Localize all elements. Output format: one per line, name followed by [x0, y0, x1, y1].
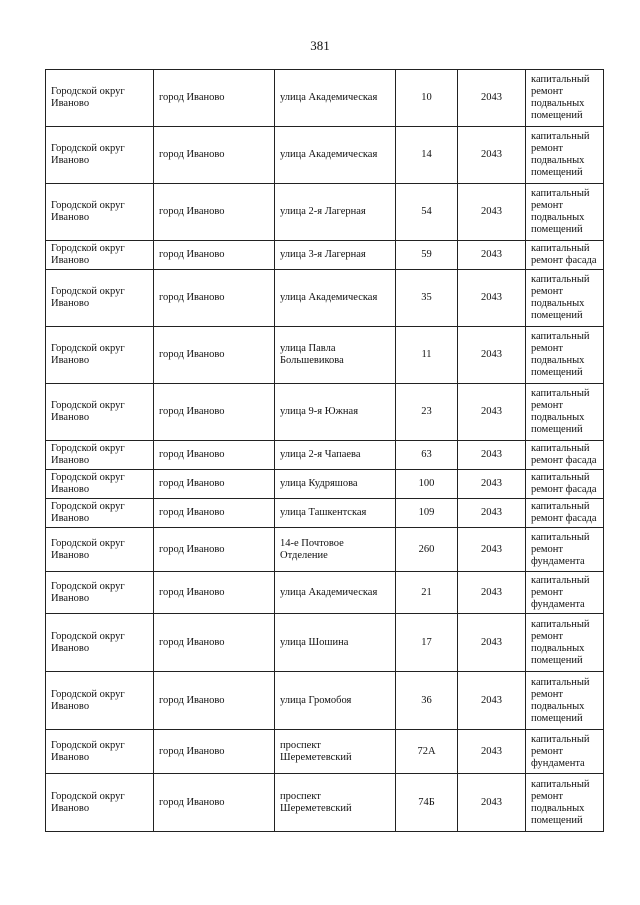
cell-year: 2043	[458, 384, 526, 441]
table-row	[46, 499, 604, 528]
cell-year: 2043	[458, 528, 526, 572]
cell-house: 11	[396, 327, 458, 384]
table-row	[46, 730, 604, 774]
cell-street: улица 2-я Чапаева	[275, 441, 396, 470]
table-row	[46, 441, 604, 470]
cell-okrug: Городской округ Иваново	[46, 241, 154, 270]
cell-work: капитальный ремонт фундамента	[526, 572, 604, 614]
cell-work: капитальный ремонт подвальных помещений	[526, 270, 604, 327]
cell-okrug: Городской округ Иваново	[46, 730, 154, 774]
cell-city: город Иваново	[154, 70, 275, 127]
cell-year: 2043	[458, 127, 526, 184]
cell-city: город Иваново	[154, 614, 275, 672]
cell-city: город Иваново	[154, 470, 275, 499]
cell-house: 23	[396, 384, 458, 441]
cell-okrug: Городской округ Иваново	[46, 528, 154, 572]
cell-city: город Иваново	[154, 327, 275, 384]
cell-okrug: Городской округ Иваново	[46, 70, 154, 127]
cell-okrug: Городской округ Иваново	[46, 384, 154, 441]
cell-year: 2043	[458, 470, 526, 499]
cell-work: капитальный ремонт фасада	[526, 441, 604, 470]
cell-year: 2043	[458, 70, 526, 127]
cell-work: капитальный ремонт подвальных помещений	[526, 384, 604, 441]
cell-city: город Иваново	[154, 184, 275, 241]
cell-street: улица Громобоя	[275, 672, 396, 730]
cell-street: улица Академическая	[275, 270, 396, 327]
cell-city: город Иваново	[154, 441, 275, 470]
cell-okrug: Городской округ Иваново	[46, 572, 154, 614]
table-row	[46, 241, 604, 270]
cell-house: 21	[396, 572, 458, 614]
cell-year: 2043	[458, 241, 526, 270]
cell-house: 36	[396, 672, 458, 730]
cell-street: 14-е Почтовое Отделение	[275, 528, 396, 572]
cell-work: капитальный ремонт подвальных помещений	[526, 774, 604, 832]
table-row	[46, 528, 604, 572]
cell-house: 17	[396, 614, 458, 672]
cell-street: улица Академическая	[275, 572, 396, 614]
page-number: 381	[310, 38, 330, 53]
table-row	[46, 470, 604, 499]
cell-okrug: Городской округ Иваново	[46, 127, 154, 184]
cell-city: город Иваново	[154, 127, 275, 184]
cell-okrug: Городской округ Иваново	[46, 327, 154, 384]
cell-city: город Иваново	[154, 270, 275, 327]
cell-city: город Иваново	[154, 774, 275, 832]
table-row	[46, 774, 604, 832]
cell-street: проспект Шереметевский	[275, 774, 396, 832]
housing-repair-table	[45, 69, 604, 832]
cell-year: 2043	[458, 774, 526, 832]
table-row	[46, 127, 604, 184]
table-body	[46, 70, 604, 832]
cell-year: 2043	[458, 184, 526, 241]
cell-house: 59	[396, 241, 458, 270]
table-row	[46, 672, 604, 730]
cell-city: город Иваново	[154, 384, 275, 441]
cell-okrug: Городской округ Иваново	[46, 470, 154, 499]
cell-street: улица Академическая	[275, 70, 396, 127]
cell-year: 2043	[458, 327, 526, 384]
cell-work: капитальный ремонт подвальных помещений	[526, 327, 604, 384]
cell-okrug: Городской округ Иваново	[46, 774, 154, 832]
cell-house: 109	[396, 499, 458, 528]
cell-work: капитальный ремонт подвальных помещений	[526, 184, 604, 241]
cell-work: капитальный ремонт подвальных помещений	[526, 70, 604, 127]
cell-street: улица Академическая	[275, 127, 396, 184]
table-row	[46, 614, 604, 672]
table-row	[46, 572, 604, 614]
table-row	[46, 327, 604, 384]
cell-okrug: Городской округ Иваново	[46, 614, 154, 672]
cell-work: капитальный ремонт подвальных помещений	[526, 614, 604, 672]
cell-house: 74Б	[396, 774, 458, 832]
cell-street: улица Кудряшова	[275, 470, 396, 499]
cell-year: 2043	[458, 572, 526, 614]
cell-house: 63	[396, 441, 458, 470]
cell-work: капитальный ремонт фасада	[526, 470, 604, 499]
cell-house: 72А	[396, 730, 458, 774]
cell-year: 2043	[458, 730, 526, 774]
cell-year: 2043	[458, 614, 526, 672]
cell-city: город Иваново	[154, 241, 275, 270]
cell-year: 2043	[458, 499, 526, 528]
cell-city: город Иваново	[154, 730, 275, 774]
cell-okrug: Городской округ Иваново	[46, 270, 154, 327]
cell-street: улица 3-я Лагерная	[275, 241, 396, 270]
cell-street: улица 9-я Южная	[275, 384, 396, 441]
cell-year: 2043	[458, 441, 526, 470]
cell-work: капитальный ремонт фасада	[526, 499, 604, 528]
cell-house: 14	[396, 127, 458, 184]
cell-street: улица Шошина	[275, 614, 396, 672]
cell-work: капитальный ремонт подвальных помещений	[526, 127, 604, 184]
table-row	[46, 70, 604, 127]
cell-street: улица Павла Большевикова	[275, 327, 396, 384]
cell-street: проспект Шереметевский	[275, 730, 396, 774]
cell-house: 35	[396, 270, 458, 327]
cell-year: 2043	[458, 672, 526, 730]
cell-street: улица 2-я Лагерная	[275, 184, 396, 241]
cell-work: капитальный ремонт фасада	[526, 241, 604, 270]
table-row	[46, 184, 604, 241]
cell-work: капитальный ремонт фундамента	[526, 730, 604, 774]
cell-okrug: Городской округ Иваново	[46, 672, 154, 730]
cell-house: 260	[396, 528, 458, 572]
table-row	[46, 270, 604, 327]
cell-okrug: Городской округ Иваново	[46, 499, 154, 528]
cell-year: 2043	[458, 270, 526, 327]
cell-okrug: Городской округ Иваново	[46, 184, 154, 241]
cell-city: город Иваново	[154, 499, 275, 528]
cell-house: 100	[396, 470, 458, 499]
cell-city: город Иваново	[154, 672, 275, 730]
cell-house: 54	[396, 184, 458, 241]
cell-work: капитальный ремонт подвальных помещений	[526, 672, 604, 730]
cell-house: 10	[396, 70, 458, 127]
cell-okrug: Городской округ Иваново	[46, 441, 154, 470]
table-row	[46, 384, 604, 441]
cell-city: город Иваново	[154, 572, 275, 614]
cell-city: город Иваново	[154, 528, 275, 572]
cell-street: улица Ташкентская	[275, 499, 396, 528]
cell-work: капитальный ремонт фундамента	[526, 528, 604, 572]
